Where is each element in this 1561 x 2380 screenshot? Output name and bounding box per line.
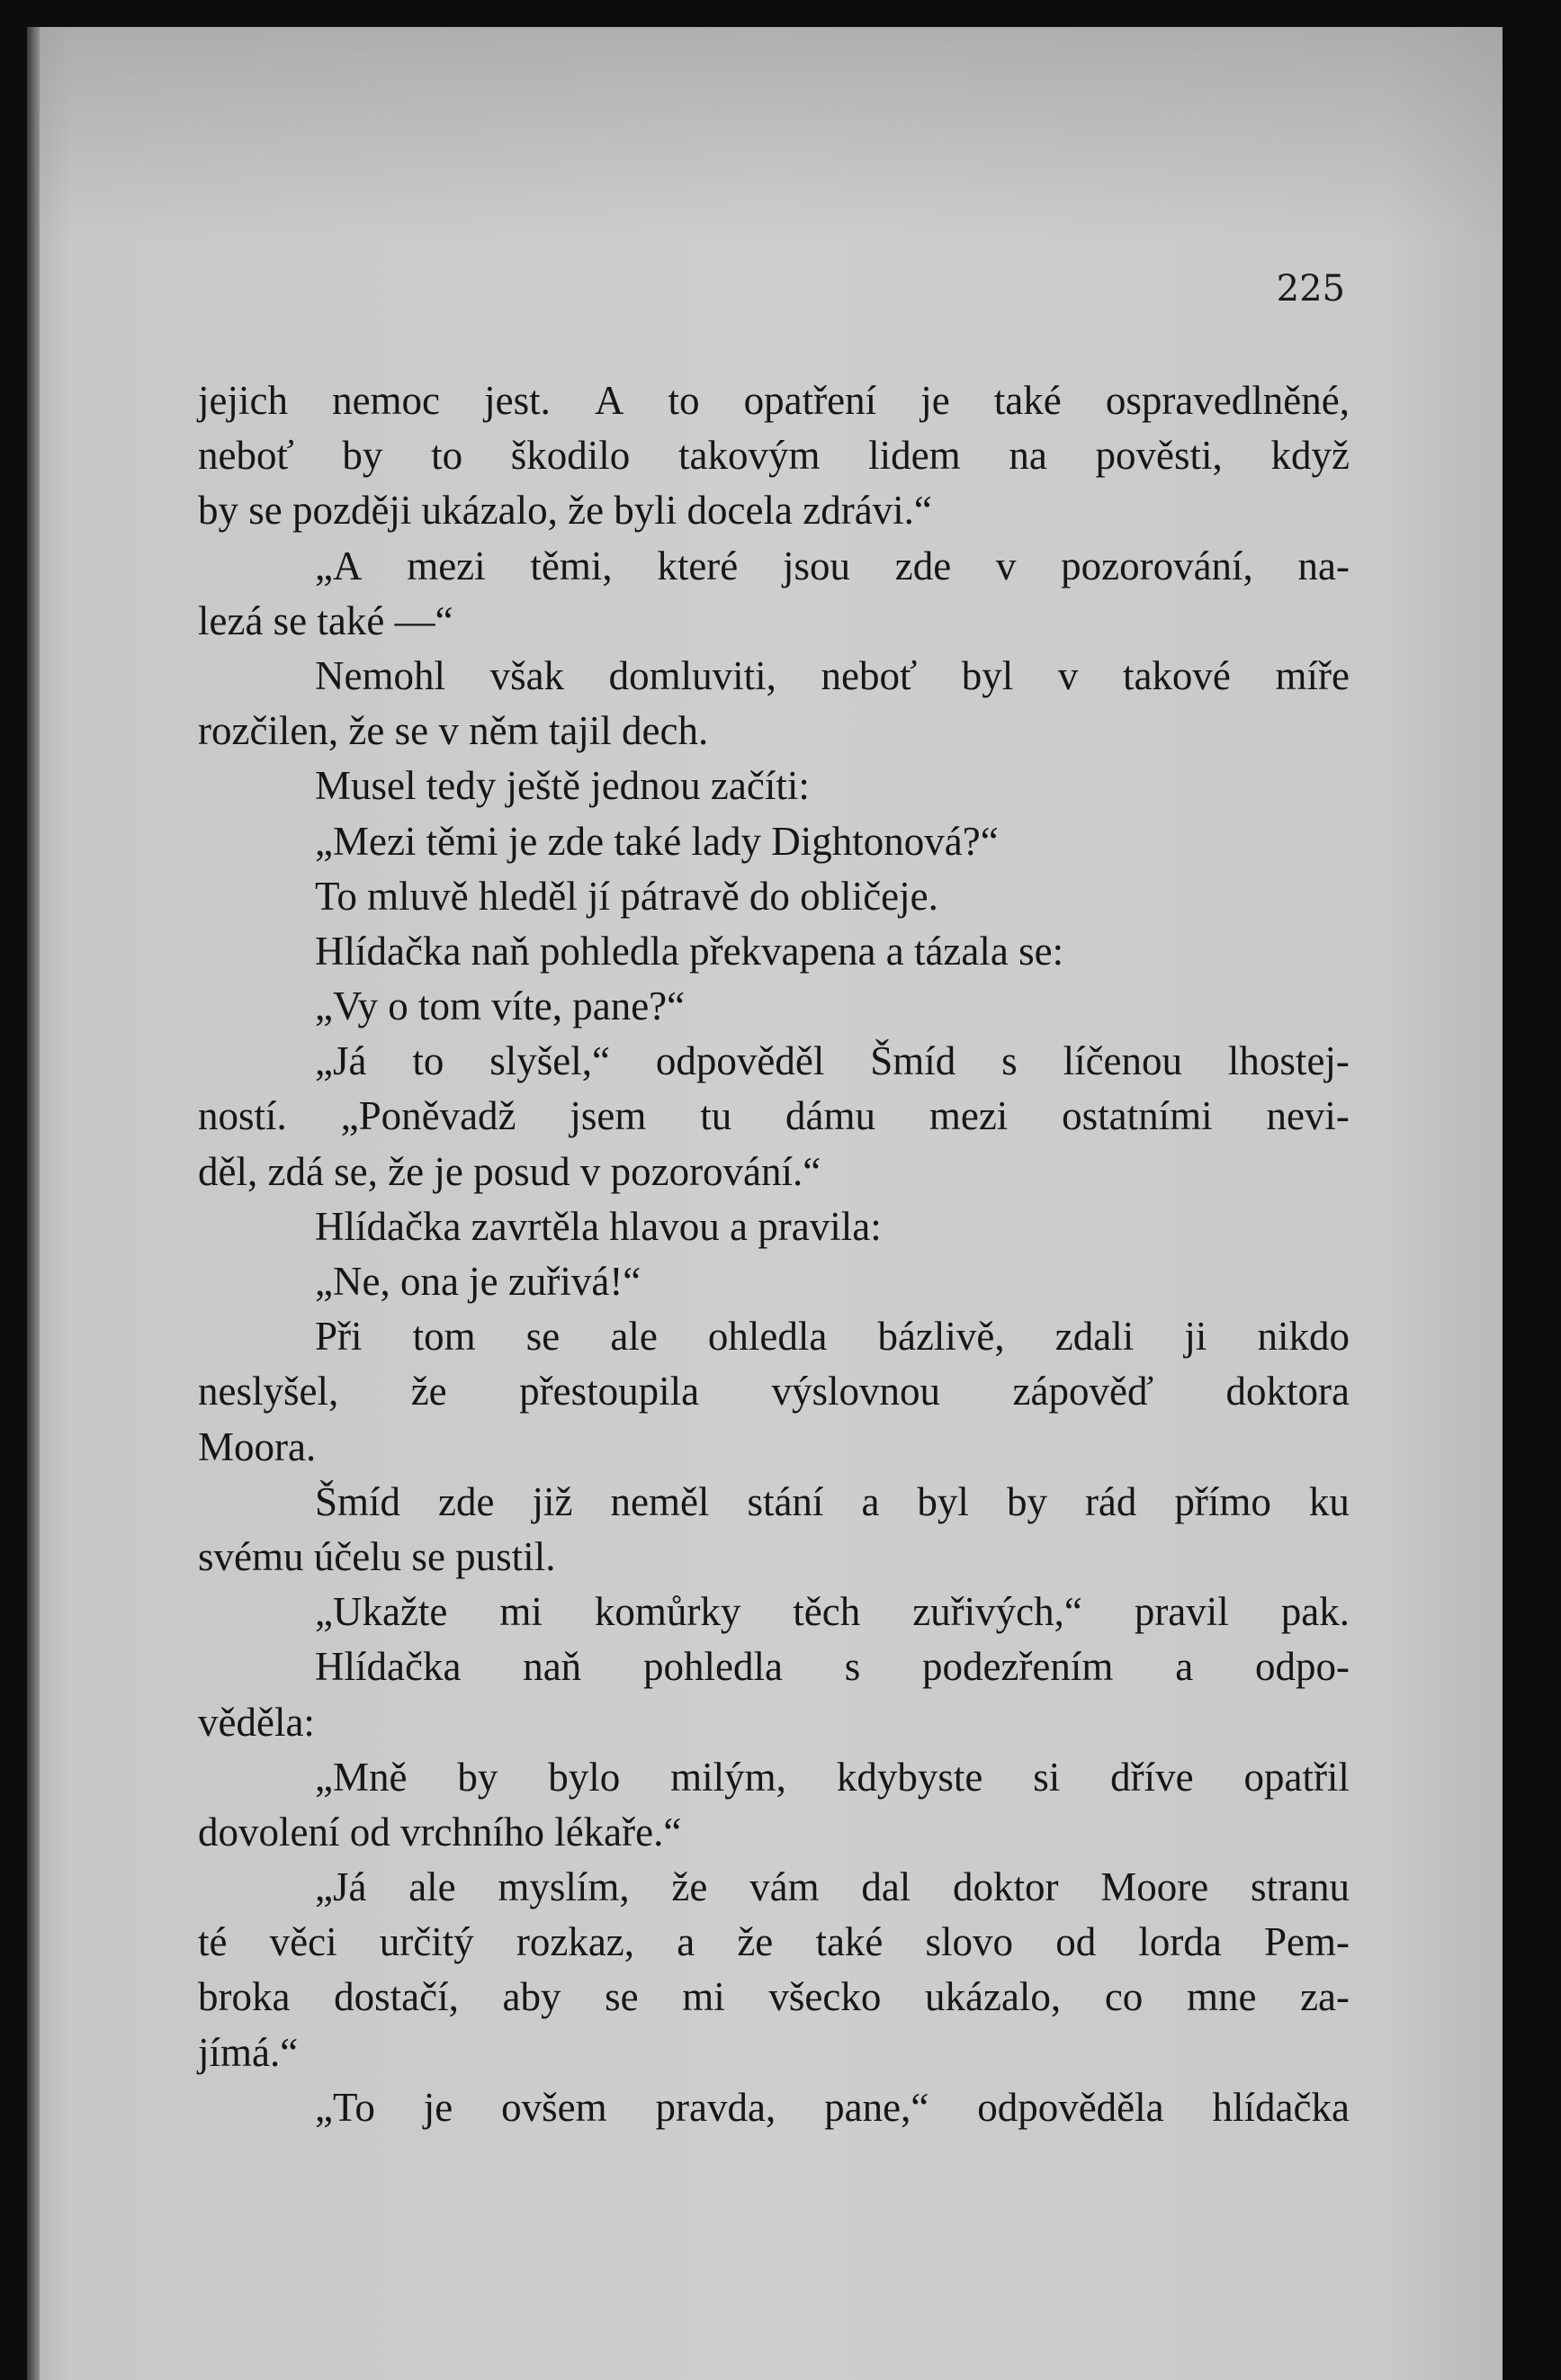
text-line: té věci určitý rozkaz, a že také slovo od lorda Pem- <box>198 1919 1350 1965</box>
text-line: Šmíd zde již neměl stání a byl by rád přímo ku <box>315 1478 1350 1524</box>
text-line: neboť by to škodilo takovým lidem na pověsti, když <box>198 433 1350 479</box>
text-line: Musel tedy ještě jednou začíti: <box>315 763 810 809</box>
text-line: „Ukažte mi komůrky těch zuřivých,“ pravil pak. <box>315 1589 1350 1635</box>
text-line: svému účelu se pustil. <box>198 1533 556 1579</box>
text-line: Hlídačka zavrtěla hlavou a pravila: <box>315 1203 882 1249</box>
text-line: „Ne, ona je zuřivá!“ <box>315 1259 641 1304</box>
book-page <box>27 27 1503 2380</box>
text-line: ností. „Poněvadž jsem tu dámu mezi ostatními nevi- <box>198 1093 1350 1139</box>
text-line: Při tom se ale ohledla bázlivě, zdali ji nikdo <box>315 1314 1350 1360</box>
text-line: neslyšel, že přestoupila výslovnou zápověď doktora <box>198 1369 1350 1415</box>
text-line: „Já to slyšel,“ odpověděl Šmíd s líčenou lhostej- <box>315 1038 1350 1084</box>
text-line: děl, zdá se, že je posud v pozorování.“ <box>198 1148 821 1194</box>
text-line: Moora. <box>198 1424 317 1469</box>
text-line: „To je ovšem pravda, pane,“ odpověděla hlídačka <box>315 2084 1350 2130</box>
text-line: To mluvě hleděl jí pátravě do obličeje. <box>315 873 938 919</box>
page-text-body <box>198 373 1350 2135</box>
text-line: lezá se také —“ <box>198 597 453 643</box>
text-line: Hlídačka naň pohledla překvapena a tázala se: <box>315 928 1064 974</box>
text-line: Hlídačka naň pohledla s podezřením a odpo- <box>315 1644 1350 1690</box>
text-line: Nemohl však domluviti, neboť byl v takové míře <box>315 652 1350 698</box>
page-binding-edge <box>27 27 40 2380</box>
text-line: „Mně by bylo milým, kdybyste si dříve opatřil <box>315 1754 1350 1800</box>
text-line: broka dostačí, aby se mi všecko ukázalo, co mne za- <box>198 1974 1350 2020</box>
text-line: „Mezi těmi je zde také lady Dightonová?“ <box>315 818 999 864</box>
text-line: dovolení od vrchního lékaře.“ <box>198 1809 682 1855</box>
text-line: „A mezi těmi, které jsou zde v pozorování, na- <box>315 543 1350 588</box>
text-line: by se později ukázalo, že byli docela zdrávi.“ <box>198 488 932 534</box>
text-line: rozčilen, že se v něm tajil dech. <box>198 708 709 754</box>
text-line: věděla: <box>198 1699 315 1745</box>
text-line: „Já ale myslím, že vám dal doktor Moore stranu <box>315 1864 1350 1910</box>
text-line: jejich nemoc jest. A to opatření je také ospravedlněné, <box>198 378 1350 423</box>
text-line: jímá.“ <box>198 2029 299 2075</box>
text-line: „Vy o tom víte, pane?“ <box>315 983 686 1029</box>
page-number: 225 <box>1276 268 1345 310</box>
